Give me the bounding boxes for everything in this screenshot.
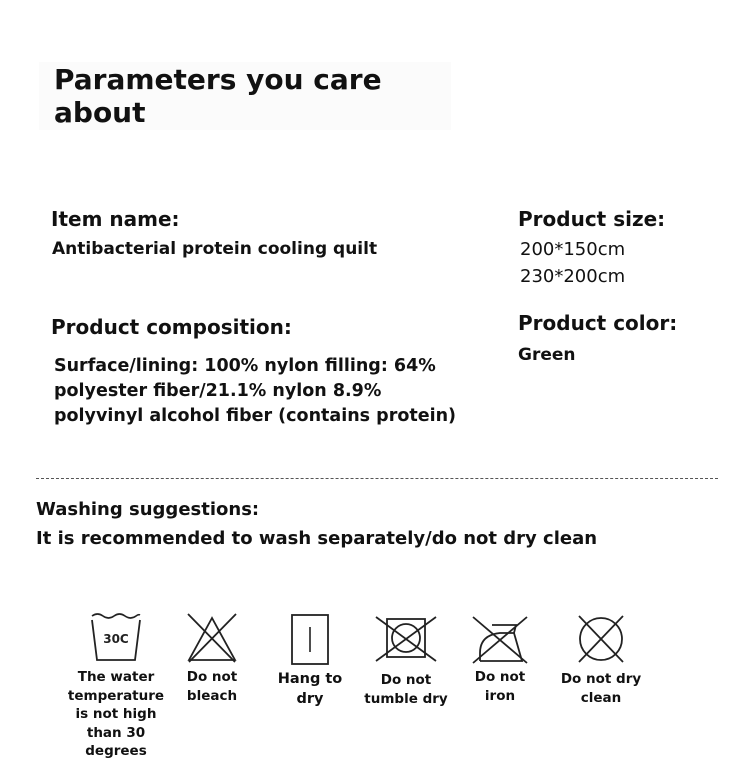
product-color-value: Green [518,345,576,365]
care-label-iron: Do not iron [474,669,526,704]
care-item-iron [467,613,533,705]
do-not-tumble-dry-icon [374,613,438,665]
product-size-value-1: 200*150cm [520,239,626,260]
title-box [39,62,451,130]
washing-text: It is recommended to wash separately/do not dry clean [36,528,598,549]
hang-dry-icon [290,614,330,666]
product-size-label: Product size: [518,207,666,231]
do-not-dry-clean-icon [574,613,628,665]
composition-line-1: Surface/lining: 100% nylon filling: 64% [54,356,436,376]
item-name-value: Antibacterial protein cooling quilt [52,239,378,259]
care-label-tumble: Do not tumble dry [364,672,448,707]
do-not-bleach-icon [185,612,239,664]
wash-30c-icon [89,612,143,664]
product-color-label: Product color: [518,311,678,335]
care-item-hang [270,614,350,709]
care-label-bleach: Do not bleach [186,669,238,704]
care-item-bleach [172,612,252,705]
care-label-wash: The water temperature is not high than 30 degrees [67,669,165,759]
do-not-iron-icon [470,613,530,665]
washing-title: Washing suggestions: [36,499,260,520]
care-item-dryclean [556,613,646,707]
care-label-hang: Hang to dry [277,671,343,707]
composition-label: Product composition: [51,315,292,339]
composition-line-3: polyvinyl alcohol fiber (contains protein) [54,406,457,426]
composition-line-2: polyester fiber/21.1% nylon 8.9% [54,381,382,401]
care-label-dryclean: Do not dry clean [560,671,642,706]
care-item-tumble [361,613,451,708]
item-name-label: Item name: [51,207,180,231]
wash-temp-text: 30C [103,632,129,646]
page-title: Parameters you care about [54,63,382,129]
section-divider [36,478,718,479]
care-item-wash [66,612,166,761]
product-size-value-2: 230*200cm [520,266,626,287]
